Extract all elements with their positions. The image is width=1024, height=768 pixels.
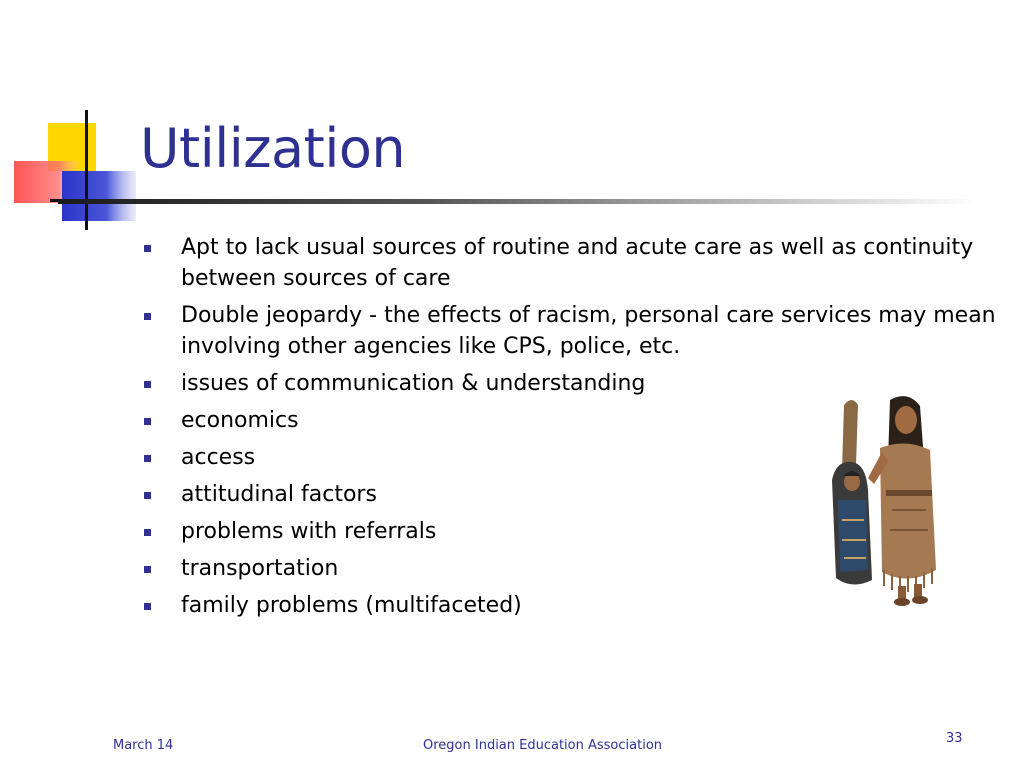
bullet-text: access [181, 445, 256, 470]
bullet-square-icon [144, 603, 151, 610]
bullet-text: Double jeopardy - the effects of racism, personal care services may mean involving other agencies like CPS, police, etc. [181, 303, 996, 359]
corner-decoration-icon [10, 105, 150, 235]
slide-number: 33 [946, 731, 963, 746]
bullet-square-icon [144, 418, 151, 425]
bullet-text: transportation [181, 556, 339, 581]
slide-title: Utilization [140, 117, 406, 180]
bullet-text: attitudinal factors [181, 482, 377, 507]
bullet-square-icon [144, 492, 151, 499]
title-underline [58, 199, 978, 204]
bullet-square-icon [144, 313, 151, 320]
bullet-square-icon [144, 566, 151, 573]
bullet-square-icon [144, 529, 151, 536]
footer-organization: Oregon Indian Education Association [423, 738, 663, 753]
bullet-text: problems with referrals [181, 519, 437, 544]
bullet-square-icon [144, 381, 151, 388]
bullet-text: family problems (multifaceted) [181, 593, 522, 618]
bullet-item [140, 300, 1000, 362]
bullet-text: issues of communication & understanding [181, 371, 646, 396]
bullet-square-icon [144, 245, 151, 252]
bullet-text: economics [181, 408, 299, 433]
woman-with-cradleboard-icon [822, 390, 940, 608]
footer-date: March 14 [113, 738, 174, 753]
bullet-item [140, 232, 1000, 294]
bullet-text: Apt to lack usual sources of routine and acute care as well as continuity between sources of care [181, 235, 974, 291]
bullet-square-icon [144, 455, 151, 462]
